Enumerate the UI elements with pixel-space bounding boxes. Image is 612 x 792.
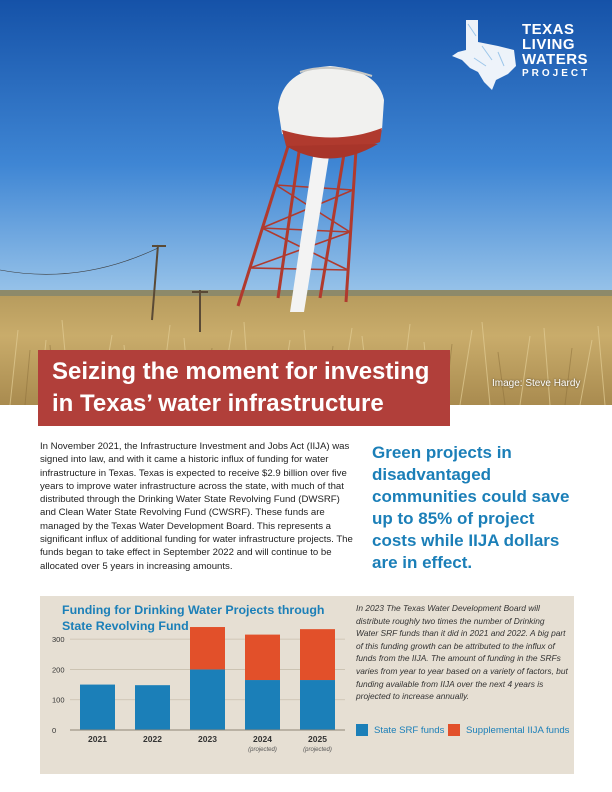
x-tick-label: 2021 [88,734,107,744]
chart-legend [356,724,568,740]
legend-item-state [356,724,444,736]
y-tick-label: 0 [52,726,57,735]
texas-map-icon [448,16,520,92]
legend-item-iija [448,724,569,736]
y-tick-label: 200 [52,665,65,675]
legend-label-iija: Supplemental IIJA funds [466,724,570,736]
x-tick-note: (projected) [303,747,332,753]
x-tick-label: 2023 [198,734,217,744]
funding-bar-chart [40,596,350,774]
x-tick-label: 2024 [253,734,272,744]
page-title-line-1: Seizing the moment for investing [52,358,430,385]
pull-quote: Green projects in disadvantaged communities could save up to 85% of project costs while IIJA dollars are in effect. [372,443,570,572]
texas-living-waters-logo [448,16,598,106]
legend-swatch-iija [448,724,460,736]
bar-state-2021 [80,685,115,730]
y-tick-label: 100 [52,695,65,705]
bar-state-2024 [245,680,280,730]
legend-swatch-state [356,724,368,736]
image-credit: Image: Steve Hardy [492,378,581,389]
bar-iija-2023 [190,627,225,669]
bar-iija-2025 [300,629,335,680]
page-title-line-2: in Texas’ water infrastructure [52,390,384,417]
logo-line-1: TEXAS [522,21,575,38]
legend-label-state: State SRF funds [374,724,445,736]
chart-note: In 2023 The Texas Water Development Board will distribute roughly two times the number of Drinking Water SRF funds than it did in 2021 and 2022. A big part of this funding growth can be attributed to the influx of funds from the IIJA. The amount of funding in the SRFs varies from year to year based on a variety of factors, but funding available from IIJA over the next 4 years is projected to increase annually. [356,603,568,702]
x-tick-label: 2025 [308,734,327,744]
logo-line-3: WATERS [522,51,589,68]
x-tick-note: (projected) [248,747,277,753]
chart-panel [40,596,574,774]
logo-line-2: LIVING [522,36,576,53]
bar-state-2023 [190,669,225,730]
y-tick-label: 300 [52,635,65,645]
x-tick-label: 2022 [143,734,162,744]
bar-state-2025 [300,680,335,730]
title-banner [38,350,450,426]
body-paragraph: In November 2021, the Infrastructure Investment and Jobs Act (IIJA) was signed into law, and with it came a historic influx of funding for water infrastructure in Texas. Texas is expected to receive $2.9 billion over five years to improve water infrastructure across the state, with much of that distributed through the Drinking Water State Revolving Fund (DWSRF) and Clean Water State Revolving Fund (CWSRF). These funds are managed by the Texas Water Development Board. This represents a significant influx of additional funding for water infrastructure projects. The funds began to take effect in September 2022 and will continue to be allocated over 5 years in increasing amounts. [40,441,353,572]
logo-subline: PROJECT [522,68,591,79]
chart-title: Funding for Drinking Water Projects through State Revolving Fund [62,603,325,633]
bar-state-2022 [135,685,170,730]
bar-iija-2024 [245,635,280,680]
